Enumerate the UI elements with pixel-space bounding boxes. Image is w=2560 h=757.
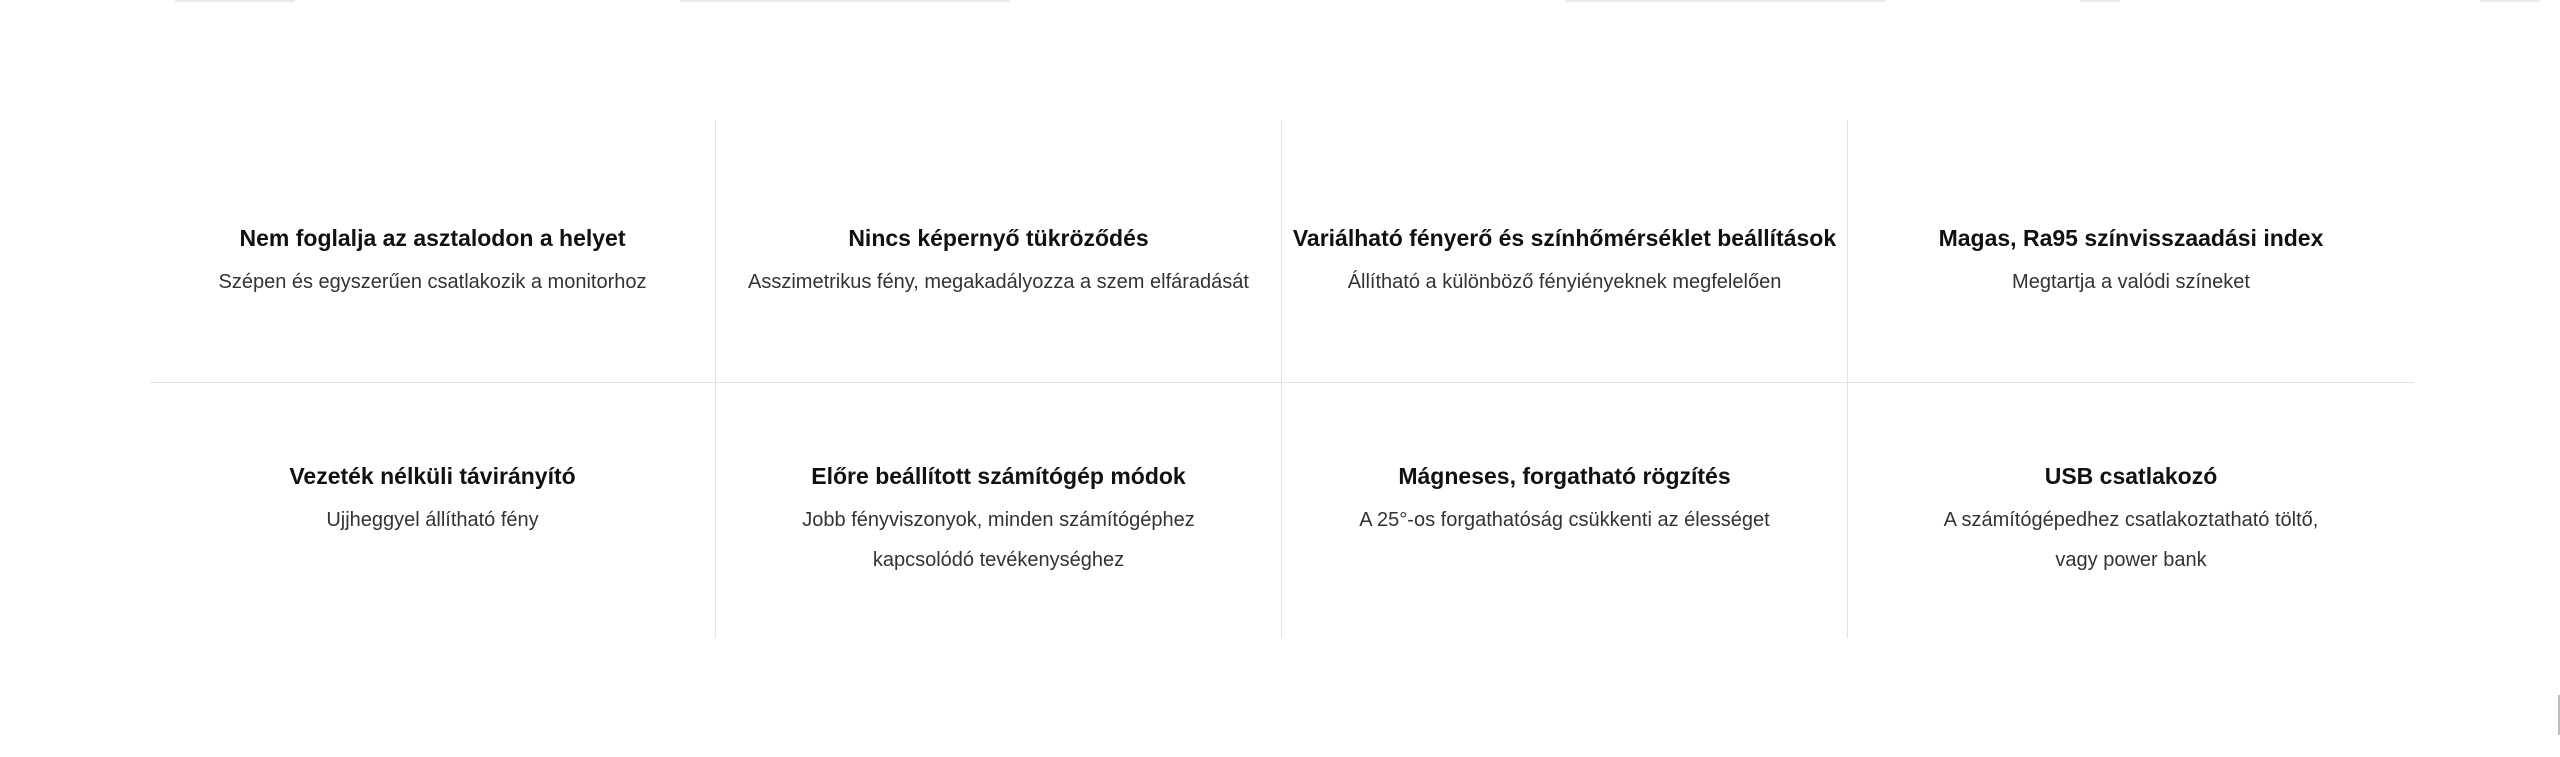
feature-description-line: Állítható a különböző fényiényeknek megfelelően — [1347, 271, 1782, 293]
features-grid — [150, 120, 2414, 638]
feature-description — [1944, 500, 2319, 580]
top-strip — [0, 0, 2560, 3]
feature-description-line: kapcsolódó tevékenységhez — [872, 549, 1125, 571]
feature-description-line: A számítógépedhez csatlakoztatható töltő, — [1943, 509, 2319, 531]
feature-title: Nincs képernyő tükröződés — [848, 225, 1149, 251]
feature-description — [802, 500, 1194, 580]
feature-card-desk-space — [150, 120, 716, 383]
feature-description-line: A 25°-os forgathatóság csükkenti az élességet — [1359, 509, 1770, 531]
feature-card-brightness-temperature — [1282, 120, 1848, 383]
feature-description-line: Ujjheggyel állítható fény — [326, 509, 539, 531]
top-divider-segment — [680, 0, 1010, 2]
feature-description — [748, 262, 1249, 302]
feature-title: USB csatlakozó — [2044, 463, 2218, 489]
feature-card-no-glare — [716, 120, 1282, 383]
feature-description — [1348, 262, 1782, 302]
feature-title: Variálható fényerő és színhőmérséklet beállítások — [1292, 225, 1837, 251]
feature-card-wireless-remote — [150, 383, 716, 638]
feature-description-line: vagy power bank — [2055, 549, 2207, 571]
feature-description — [326, 500, 538, 540]
feature-title: Magas, Ra95 színvisszaadási index — [1938, 225, 2324, 251]
feature-description — [2012, 262, 2250, 302]
feature-title: Előre beállított számítógép módok — [811, 463, 1186, 489]
top-divider-segment — [1565, 0, 1885, 2]
feature-card-magnetic-mount — [1282, 383, 1848, 638]
feature-description-line: Megtartja a valódi színeket — [2012, 271, 2250, 293]
feature-description-line: Asszimetrikus fény, megakadályozza a szem elfáradását — [748, 271, 1249, 293]
feature-description-line: Jobb fényviszonyok, minden számítógéphez — [802, 509, 1195, 531]
top-divider-segment — [175, 0, 295, 2]
feature-title: Nem foglalja az asztalodon a helyet — [239, 225, 626, 251]
feature-card-color-rendering — [1848, 120, 2414, 383]
feature-title: Vezeték nélküli távirányító — [289, 463, 576, 489]
top-divider-segment — [2080, 0, 2120, 2]
feature-card-preset-modes — [716, 383, 1282, 638]
feature-title: Mágneses, forgatható rögzítés — [1398, 463, 1731, 489]
feature-description-line: Szépen és egyszerűen csatlakozik a monitorhoz — [218, 271, 647, 293]
feature-card-usb-connector — [1848, 383, 2414, 638]
top-divider-segment — [2480, 0, 2540, 2]
feature-description — [1359, 500, 1769, 540]
feature-description — [218, 262, 646, 302]
